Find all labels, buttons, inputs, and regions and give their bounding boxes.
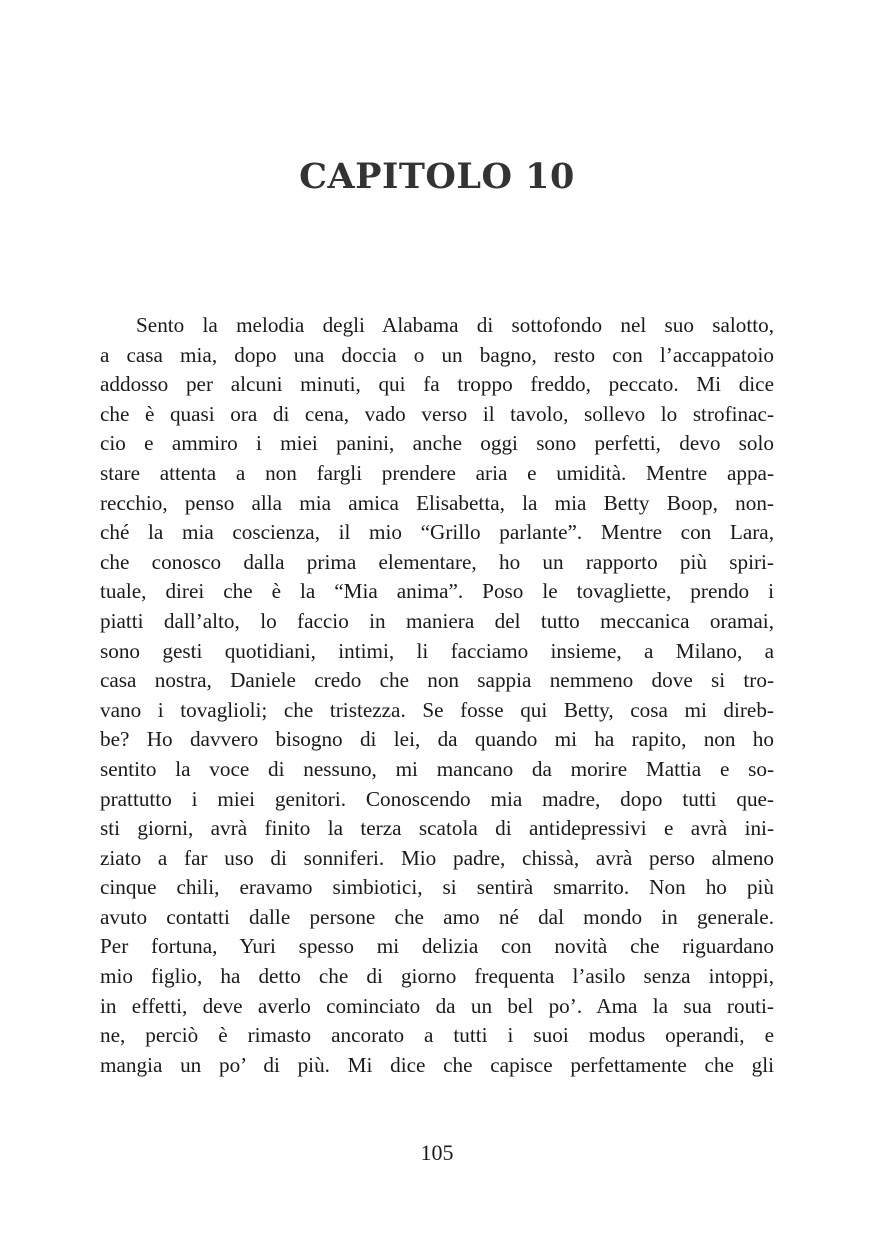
text-line: vano i tovaglioli; che tristezza. Se fosse qui Betty, cosa mi direb- xyxy=(100,697,774,722)
text-line: sentito la voce di nessuno, mi mancano da morire Mattia e so- xyxy=(100,756,774,781)
chapter-title: CAPITOLO 10 xyxy=(299,156,575,198)
text-line: in effetti, deve averlo cominciato da un bel po’. Ama la sua routi- xyxy=(100,993,774,1018)
text-line: che è quasi ora di cena, vado verso il tavolo, sollevo lo strofinac- xyxy=(100,401,774,426)
text-line: Per fortuna, Yuri spesso mi delizia con novità che riguardano xyxy=(100,934,774,959)
text-line: cinque chili, eravamo simbiotici, si sentirà smarrito. Non ho più xyxy=(100,875,774,900)
page-number: 105 xyxy=(420,1140,454,1165)
text-line: be? Ho davvero bisogno di lei, da quando mi ha rapito, non ho xyxy=(100,727,774,752)
text-line: sti giorni, avrà finito la terza scatola di antidepressivi e avrà ini- xyxy=(100,816,774,841)
text-line: casa nostra, Daniele credo che non sappia nemmeno dove si tro- xyxy=(100,668,774,693)
text-line: piatti dall’alto, lo faccio in maniera del tutto meccanica oramai, xyxy=(100,608,774,633)
text-line: ché la mia coscienza, il mio “Grillo parlante”. Mentre con Lara, xyxy=(100,520,774,545)
text-line: prattutto i miei genitori. Conoscendo mia madre, dopo tutti que- xyxy=(100,786,774,811)
text-line: cio e ammiro i miei panini, anche oggi sono perfetti, devo solo xyxy=(100,431,774,456)
text-line: che conosco dalla prima elementare, ho un rapporto più spiri- xyxy=(100,549,774,574)
text-line: ne, perciò è rimasto ancorato a tutti i suoi modus operandi, e xyxy=(100,1023,774,1048)
text-line: recchio, penso alla mia amica Elisabetta, la mia Betty Boop, non- xyxy=(100,490,774,515)
text-line: Sento la melodia degli Alabama di sottofondo nel suo salotto, xyxy=(136,313,774,337)
body-paragraph xyxy=(100,311,774,1080)
text-line: tuale, direi che è la “Mia anima”. Poso le tovagliette, prendo i xyxy=(100,579,774,604)
text-line: mio figlio, ha detto che di giorno frequenta l’asilo senza intoppi, xyxy=(100,964,774,989)
text-line: stare attenta a non fargli prendere aria e umidità. Mentre appa- xyxy=(100,460,774,485)
text-line: ziato a far uso di sonniferi. Mio padre, chissà, avrà perso almeno xyxy=(100,845,774,870)
text-line: sono gesti quotidiani, intimi, li facciamo insieme, a Milano, a xyxy=(100,638,774,663)
text-line: addosso per alcuni minuti, qui fa troppo freddo, peccato. Mi dice xyxy=(100,372,774,397)
text-line: avuto contatti dalle persone che amo né dal mondo in generale. xyxy=(100,904,774,929)
text-line: mangia un po’ di più. Mi dice che capisce perfettamente che gli xyxy=(100,1052,774,1077)
text-line: a casa mia, dopo una doccia o un bagno, resto con l’accappatoio xyxy=(100,342,774,367)
